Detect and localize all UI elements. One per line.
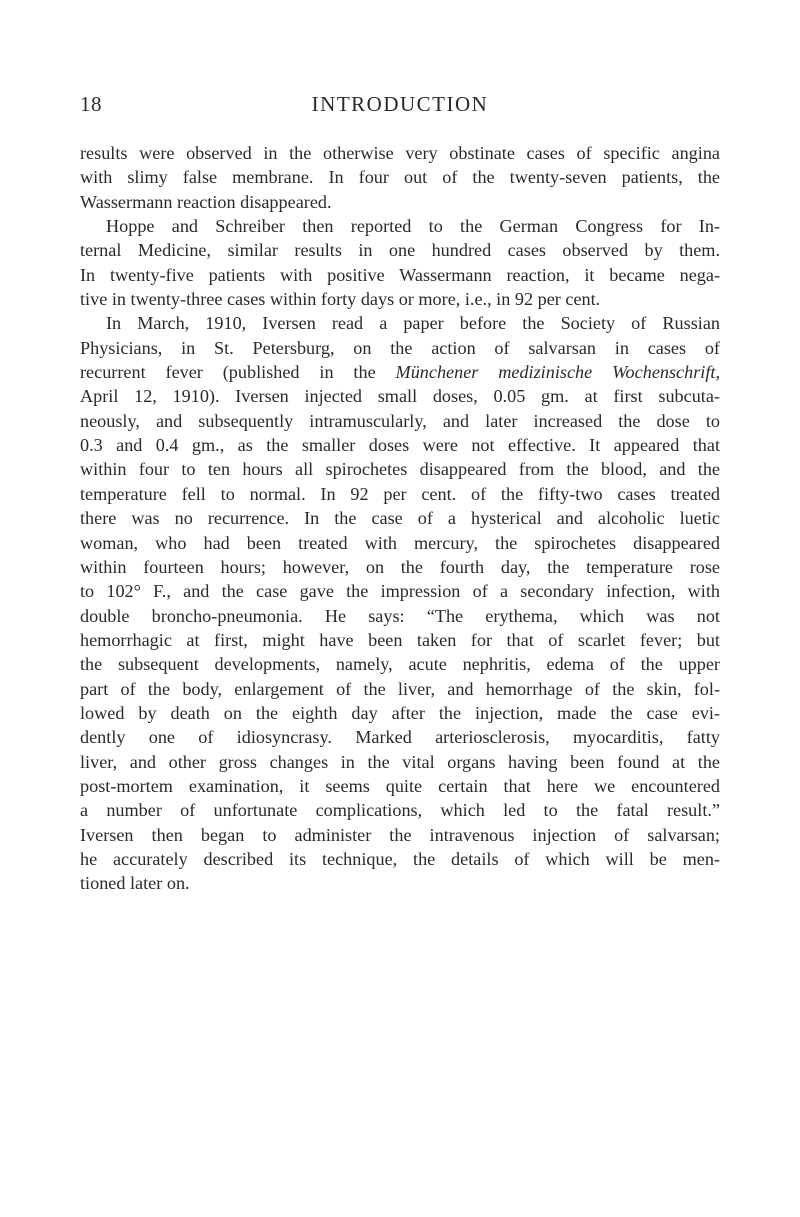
text-line: April 12, 1910). Iversen injected small doses, 0.05 gm. at first subcuta- bbox=[80, 386, 720, 407]
journal-title: Münchener medizinische Wochenschrift bbox=[395, 362, 716, 383]
text-line: he accurately described its technique, the details of which will be men- bbox=[80, 848, 720, 869]
text-line: 0.3 and 0.4 gm., as the smaller doses were not effective. It appeared that bbox=[80, 435, 720, 456]
citation-punct: , bbox=[715, 362, 721, 383]
text-line: woman, who had been treated with mercury, the spirochetes disappeared bbox=[80, 532, 720, 553]
page-number: 18 bbox=[80, 92, 102, 116]
text-line: within fourteen hours; however, on the fourth day, the temperature rose bbox=[80, 556, 720, 577]
text-line: there was no recurrence. In the case of a hysterical and alcoholic luetic bbox=[80, 508, 720, 529]
text-line: with slimy false membrane. In four out of the twenty-seven patients, the bbox=[80, 167, 720, 188]
text-line: post-mortem examination, it seems quite certain that here we encountered bbox=[80, 775, 720, 796]
running-head: INTRODUCTION bbox=[311, 92, 489, 116]
text-line: Wassermann reaction disappeared. bbox=[80, 191, 332, 212]
text-line: dently one of idiosyncrasy. Marked arteriosclerosis, myocarditis, fatty bbox=[80, 727, 720, 748]
text-line: to 102° F., and the case gave the impression of a secondary infection, with bbox=[80, 581, 720, 602]
text-line: In March, 1910, Iversen read a paper before the Society of Russian bbox=[106, 313, 720, 334]
text-line: within four to ten hours all spirochetes disappeared from the blood, and the bbox=[80, 459, 720, 480]
text-line: neously, and subsequently intramuscularly, and later increased the dose to bbox=[80, 410, 720, 431]
text-line: liver, and other gross changes in the vital organs having been found at the bbox=[80, 751, 720, 772]
text-line: Hoppe and Schreiber then reported to the German Congress for In- bbox=[106, 216, 720, 237]
text-line: a number of unfortunate complications, which led to the fatal result.” bbox=[80, 800, 720, 821]
text-line: tioned later on. bbox=[80, 873, 190, 894]
text-line: temperature fell to normal. In 92 per cent. of the fifty-two cases treated bbox=[80, 483, 720, 504]
body-text bbox=[80, 141, 720, 896]
page-header bbox=[80, 92, 720, 122]
text-line: Physicians, in St. Petersburg, on the action of salvarsan in cases of bbox=[80, 337, 720, 358]
text-line: part of the body, enlargement of the liver, and hemorrhage of the skin, fol- bbox=[80, 678, 720, 699]
text-line: tive in twenty-three cases within forty days or more, i.e., in 92 per cent. bbox=[80, 289, 601, 310]
text-line-lead: recurrent fever (published in the bbox=[80, 362, 376, 383]
text-line: hemorrhagic at first, might have been taken for that of scarlet fever; but bbox=[80, 629, 720, 650]
text-line: double broncho-pneumonia. He says: “The erythema, which was not bbox=[80, 605, 720, 626]
text-line: lowed by death on the eighth day after the injection, made the case evi- bbox=[80, 702, 720, 723]
text-line: results were observed in the otherwise very obstinate cases of specific angina bbox=[80, 143, 720, 163]
text-line-citation bbox=[80, 360, 720, 384]
text-line: the subsequent developments, namely, acute nephritis, edema of the upper bbox=[80, 654, 720, 675]
text-line: ternal Medicine, similar results in one hundred cases observed by them. bbox=[80, 240, 720, 261]
text-line: Iversen then began to administer the intravenous injection of salvarsan; bbox=[80, 824, 720, 845]
text-line: In twenty-five patients with positive Wassermann reaction, it became nega- bbox=[80, 264, 720, 285]
